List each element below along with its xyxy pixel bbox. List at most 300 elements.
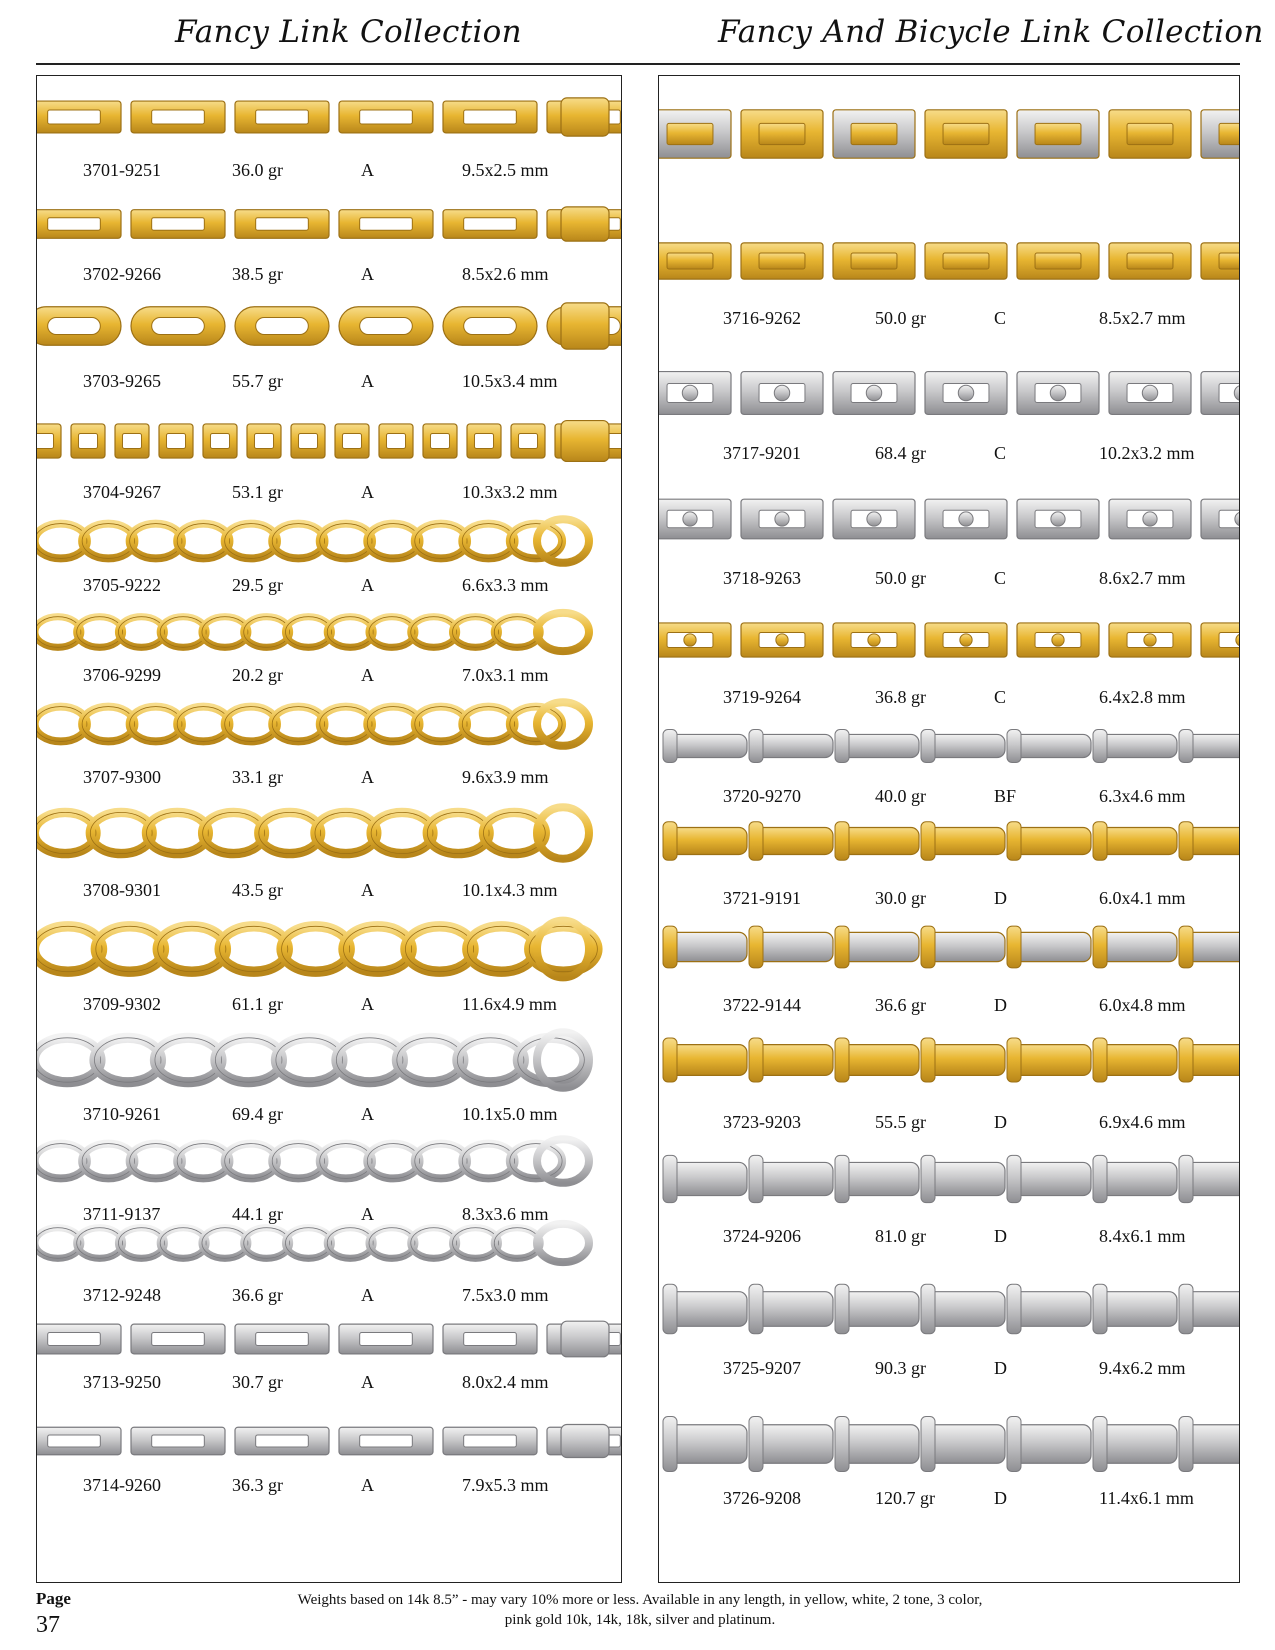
- item-sku: 3716-9262: [723, 308, 801, 328]
- screw-icon: [959, 512, 973, 526]
- chain-link: [927, 828, 1005, 855]
- item-size: 8.3x3.6 mm: [462, 1204, 549, 1224]
- chain-link-opening: [152, 1435, 205, 1447]
- chain-svg: [37, 794, 621, 872]
- item-quality: A: [361, 767, 374, 787]
- chain-svg: [659, 1264, 1239, 1354]
- chain-roller: [663, 1038, 677, 1082]
- item-size: 8.0x2.4 mm: [462, 1372, 549, 1392]
- chain-image: [659, 806, 1239, 876]
- chain-link: [1099, 1292, 1177, 1327]
- item-quality: BF: [994, 786, 1017, 806]
- item-size: 6.0x4.8 mm: [1099, 995, 1186, 1015]
- chain-link: [1013, 828, 1091, 855]
- item-quality: A: [361, 1285, 374, 1305]
- item-weight: 29.5 gr: [232, 575, 283, 595]
- chain-svg: [37, 1416, 621, 1466]
- chain-link-opening: [37, 433, 54, 448]
- chain-link: [1013, 734, 1091, 757]
- chain-link-opening: [1035, 253, 1081, 269]
- chain-roller: [835, 1155, 849, 1202]
- item-size: 8.5x2.7 mm: [1099, 308, 1186, 328]
- chain-link-opening: [256, 1435, 309, 1447]
- item-size: 6.0x4.1 mm: [1099, 888, 1186, 908]
- item-weight: 50.0 gr: [875, 568, 926, 588]
- chain-link-opening: [430, 433, 449, 448]
- chain-roller: [663, 1155, 677, 1202]
- item-size: 10.3x3.2 mm: [462, 482, 558, 502]
- screw-icon: [1143, 512, 1157, 526]
- left-catalog-panel: [36, 75, 622, 1583]
- chain-link: [1099, 734, 1177, 757]
- chain-link: [669, 932, 747, 961]
- chain-link: [1013, 1045, 1091, 1076]
- item-quality: A: [361, 994, 374, 1014]
- chain-image: [659, 90, 1239, 178]
- chain-roller: [835, 1038, 849, 1082]
- chain-link-opening: [667, 123, 713, 144]
- chain-image: [659, 483, 1239, 555]
- chain-link-opening: [464, 1332, 517, 1345]
- chain-roller: [1007, 822, 1021, 861]
- chain-link: [841, 1045, 919, 1076]
- chain-link-opening: [48, 1435, 101, 1447]
- chain-roller: [749, 1038, 763, 1082]
- chain-link-opening: [48, 110, 101, 124]
- item-size: 8.5x2.6 mm: [462, 264, 549, 284]
- chain-link-opening: [943, 253, 989, 269]
- chain-svg: [659, 354, 1239, 432]
- chain-roller: [921, 1417, 935, 1472]
- chain-roller: [1007, 1417, 1021, 1472]
- chain-image: [37, 1312, 621, 1366]
- chain-link: [755, 1292, 833, 1327]
- item-weight: 36.6 gr: [875, 995, 926, 1015]
- item-size: 10.1x5.0 mm: [462, 1104, 558, 1124]
- chain-roller: [749, 1155, 763, 1202]
- item-weight: 40.0 gr: [875, 786, 926, 806]
- chain-link: [927, 1292, 1005, 1327]
- chain-link-opening: [518, 433, 537, 448]
- item-quality: A: [361, 264, 374, 284]
- item-size: 11.6x4.9 mm: [462, 994, 557, 1014]
- screw-icon: [1142, 385, 1157, 400]
- item-quality: D: [994, 1358, 1007, 1378]
- chain-clasp: [561, 207, 609, 241]
- item-sku: 3713-9250: [83, 1372, 161, 1392]
- item-size: 6.3x4.6 mm: [1099, 786, 1186, 806]
- item-weight: 68.4 gr: [875, 443, 926, 463]
- chain-link: [755, 734, 833, 757]
- chain-link-opening: [360, 110, 413, 124]
- chain-link-opening: [464, 1435, 517, 1447]
- chain-link: [841, 828, 919, 855]
- item-sku: 3724-9206: [723, 1226, 801, 1246]
- item-sku: 3718-9263: [723, 568, 801, 588]
- chain-roller: [1093, 822, 1107, 861]
- chain-link: [841, 932, 919, 961]
- chain-link-opening: [48, 1332, 101, 1345]
- chain-link-opening: [464, 218, 517, 231]
- chain-roller: [1007, 1284, 1021, 1334]
- chain-image: [37, 794, 621, 872]
- item-weight: 43.5 gr: [232, 880, 283, 900]
- item-size: 10.1x4.3 mm: [462, 880, 558, 900]
- chain-roller: [1179, 822, 1193, 861]
- item-size: 6.9x4.6 mm: [1099, 1112, 1186, 1132]
- chain-link-opening: [122, 433, 141, 448]
- chain-image: [37, 1018, 621, 1102]
- screw-icon: [682, 385, 697, 400]
- item-quality: A: [361, 371, 374, 391]
- chain-link: [927, 932, 1005, 961]
- chain-image: [37, 1128, 621, 1194]
- chain-roller: [749, 1417, 763, 1472]
- chain-link-opening: [78, 433, 97, 448]
- chain-link: [755, 1162, 833, 1195]
- right-collection-title: Fancy And Bicycle Link Collection: [718, 14, 1264, 50]
- chain-link-opening: [256, 218, 309, 231]
- chain-roller: [835, 730, 849, 763]
- item-sku: 3709-9302: [83, 994, 161, 1014]
- chain-link-opening: [152, 110, 205, 124]
- chain-link-opening: [464, 110, 517, 124]
- chain-svg: [659, 483, 1239, 555]
- item-quality: D: [994, 1112, 1007, 1132]
- item-weight: 33.1 gr: [232, 767, 283, 787]
- item-size: 6.6x3.3 mm: [462, 575, 549, 595]
- chain-image: [37, 291, 621, 361]
- item-quality: A: [361, 160, 374, 180]
- chain-svg: [37, 198, 621, 250]
- item-size: 11.4x6.1 mm: [1099, 1488, 1194, 1508]
- item-quality: A: [361, 880, 374, 900]
- chain-link-opening: [152, 218, 205, 231]
- chain-link-opening: [759, 253, 805, 269]
- chain-link-opening: [386, 433, 405, 448]
- item-weight: 81.0 gr: [875, 1226, 926, 1246]
- chain-link: [669, 828, 747, 855]
- chain-link-opening: [759, 123, 805, 144]
- item-quality: C: [994, 443, 1007, 463]
- screw-icon: [1144, 634, 1156, 646]
- screw-icon: [1050, 385, 1065, 400]
- left-collection-title: Fancy Link Collection: [175, 14, 522, 50]
- chain-link-opening: [166, 433, 185, 448]
- chain-image: [37, 1416, 621, 1466]
- screw-icon: [775, 512, 789, 526]
- chain-svg: [37, 603, 621, 661]
- chain-svg: [659, 228, 1239, 294]
- chain-svg: [659, 909, 1239, 985]
- chain-link: [1099, 828, 1177, 855]
- item-sku: 3721-9191: [723, 888, 801, 908]
- chain-image: [37, 508, 621, 574]
- item-sku: 3726-9208: [723, 1488, 801, 1508]
- item-weight: 120.7 gr: [875, 1488, 935, 1508]
- item-size: 7.9x5.3 mm: [462, 1475, 549, 1495]
- item-weight: 44.1 gr: [232, 1204, 283, 1224]
- item-quality: A: [361, 482, 374, 502]
- chain-roller: [1093, 1284, 1107, 1334]
- item-quality: D: [994, 1226, 1007, 1246]
- item-sku: 3711-9137: [83, 1204, 161, 1224]
- chain-svg: [659, 1136, 1239, 1222]
- chain-link: [1099, 1162, 1177, 1195]
- item-quality: A: [361, 1372, 374, 1392]
- item-quality: A: [361, 1475, 374, 1495]
- chain-image: [659, 716, 1239, 776]
- item-sku: 3714-9260: [83, 1475, 161, 1495]
- chain-link-opening: [360, 1332, 413, 1345]
- item-weight: 55.5 gr: [875, 1112, 926, 1132]
- chain-clasp: [561, 421, 609, 462]
- item-quality: A: [361, 1104, 374, 1124]
- header-rule: [36, 63, 1240, 65]
- screw-icon: [1052, 634, 1064, 646]
- chain-link-opening: [360, 1435, 413, 1447]
- item-sku: 3702-9266: [83, 264, 161, 284]
- chain-svg: [659, 1020, 1239, 1100]
- chain-roller: [749, 822, 763, 861]
- chain-svg: [659, 609, 1239, 671]
- item-quality: A: [361, 665, 374, 685]
- item-size: 6.4x2.8 mm: [1099, 687, 1186, 707]
- item-sku: 3719-9264: [723, 687, 801, 707]
- chain-roller: [1179, 926, 1193, 968]
- chain-svg: [37, 1214, 621, 1272]
- chain-svg: [37, 906, 621, 992]
- item-weight: 36.6 gr: [232, 1285, 283, 1305]
- chain-link-opening: [360, 318, 413, 335]
- chain-clasp: [561, 1425, 609, 1458]
- chain-roller: [835, 1284, 849, 1334]
- item-sku: 3705-9222: [83, 575, 161, 595]
- chain-link: [669, 734, 747, 757]
- chain-image: [37, 906, 621, 992]
- screw-icon: [868, 634, 880, 646]
- chain-roller: [921, 1155, 935, 1202]
- item-weight: 50.0 gr: [875, 308, 926, 328]
- chain-image: [659, 609, 1239, 671]
- chain-link-opening: [1127, 253, 1173, 269]
- screw-icon: [960, 634, 972, 646]
- chain-link-opening: [48, 318, 101, 335]
- chain-svg: [37, 508, 621, 574]
- chain-link: [1099, 932, 1177, 961]
- item-weight: 90.3 gr: [875, 1358, 926, 1378]
- item-quality: C: [994, 687, 1007, 707]
- chain-link: [927, 1162, 1005, 1195]
- screw-icon: [683, 512, 697, 526]
- chain-link: [755, 1425, 833, 1464]
- chain-link: [669, 1162, 747, 1195]
- chain-link: [1099, 1045, 1177, 1076]
- item-weight: 30.0 gr: [875, 888, 926, 908]
- item-size: 8.4x6.1 mm: [1099, 1226, 1186, 1246]
- chain-link-opening: [48, 218, 101, 231]
- item-weight: 55.7 gr: [232, 371, 283, 391]
- item-size: 9.5x2.5 mm: [462, 160, 549, 180]
- item-sku: 3725-9207: [723, 1358, 801, 1378]
- chain-svg: [37, 410, 621, 472]
- chain-svg: [659, 90, 1239, 178]
- chain-roller: [1179, 1284, 1193, 1334]
- chain-roller: [663, 1284, 677, 1334]
- chain-link: [927, 734, 1005, 757]
- chain-image: [37, 88, 621, 146]
- item-size: 9.4x6.2 mm: [1099, 1358, 1186, 1378]
- screw-icon: [867, 512, 881, 526]
- item-quality: D: [994, 1488, 1007, 1508]
- chain-link-opening: [474, 433, 493, 448]
- chain-link: [755, 828, 833, 855]
- chain-svg: [37, 1018, 621, 1102]
- chain-link-opening: [1127, 123, 1173, 144]
- chain-link-opening: [667, 253, 713, 269]
- item-weight: 38.5 gr: [232, 264, 283, 284]
- chain-clasp: [561, 1321, 609, 1357]
- chain-roller: [749, 1284, 763, 1334]
- chain-roller: [1179, 730, 1193, 763]
- chain-link-opening: [256, 1332, 309, 1345]
- chain-link-opening: [360, 218, 413, 231]
- chain-roller: [1179, 1417, 1193, 1472]
- chain-link-opening: [254, 433, 273, 448]
- item-weight: 36.0 gr: [232, 160, 283, 180]
- item-sku: 3703-9265: [83, 371, 161, 391]
- chain-roller: [1007, 1038, 1021, 1082]
- chain-image: [659, 228, 1239, 294]
- item-weight: 30.7 gr: [232, 1372, 283, 1392]
- chain-image: [37, 410, 621, 472]
- chain-roller: [663, 1417, 677, 1472]
- chain-link-opening: [464, 318, 517, 335]
- chain-link: [1013, 932, 1091, 961]
- chain-link-opening: [851, 253, 897, 269]
- chain-link-opening: [851, 123, 897, 144]
- chain-svg: [659, 716, 1239, 776]
- chain-image: [37, 1214, 621, 1272]
- item-quality: D: [994, 888, 1007, 908]
- chain-svg: [659, 1394, 1239, 1494]
- chain-svg: [37, 291, 621, 361]
- chain-image: [37, 603, 621, 661]
- chain-roller: [1179, 1155, 1193, 1202]
- chain-link: [1013, 1162, 1091, 1195]
- item-sku: 3723-9203: [723, 1112, 801, 1132]
- item-weight: 53.1 gr: [232, 482, 283, 502]
- chain-link-opening: [210, 433, 229, 448]
- item-sku: 3717-9201: [723, 443, 801, 463]
- item-weight: 61.1 gr: [232, 994, 283, 1014]
- chain-roller: [1093, 1038, 1107, 1082]
- item-weight: 36.8 gr: [875, 687, 926, 707]
- chain-link: [755, 1045, 833, 1076]
- item-size: 8.6x2.7 mm: [1099, 568, 1186, 588]
- chain-link: [841, 1292, 919, 1327]
- item-quality: A: [361, 1204, 374, 1224]
- chain-link-opening: [256, 318, 309, 335]
- item-sku: 3704-9267: [83, 482, 161, 502]
- item-size: 7.0x3.1 mm: [462, 665, 549, 685]
- right-catalog-panel: [658, 75, 1240, 1583]
- item-weight: 69.4 gr: [232, 1104, 283, 1124]
- screw-icon: [958, 385, 973, 400]
- chain-link: [927, 1045, 1005, 1076]
- chain-svg: [659, 806, 1239, 876]
- chain-link-opening: [152, 1332, 205, 1345]
- chain-roller: [921, 926, 935, 968]
- chain-link: [1013, 1425, 1091, 1464]
- chain-link-opening: [943, 123, 989, 144]
- chain-roller: [1093, 1155, 1107, 1202]
- page-number: 37: [36, 1612, 60, 1638]
- chain-image: [37, 691, 621, 757]
- chain-link: [669, 1292, 747, 1327]
- item-size: 10.5x3.4 mm: [462, 371, 558, 391]
- item-weight: 20.2 gr: [232, 665, 283, 685]
- chain-svg: [37, 1128, 621, 1194]
- chain-roller: [663, 926, 677, 968]
- item-size: 9.6x3.9 mm: [462, 767, 549, 787]
- chain-link-opening: [298, 433, 317, 448]
- chain-link: [841, 1162, 919, 1195]
- chain-svg: [37, 88, 621, 146]
- chain-link-opening: [152, 318, 205, 335]
- chain-image: [659, 1020, 1239, 1100]
- item-sku: 3706-9299: [83, 665, 161, 685]
- item-sku: 3712-9248: [83, 1285, 161, 1305]
- item-sku: 3707-9300: [83, 767, 161, 787]
- chain-svg: [37, 691, 621, 757]
- item-quality: C: [994, 568, 1007, 588]
- chain-roller: [1179, 1038, 1193, 1082]
- item-sku: 3710-9261: [83, 1104, 161, 1124]
- chain-roller: [921, 1038, 935, 1082]
- chain-roller: [835, 822, 849, 861]
- chain-roller: [921, 730, 935, 763]
- chain-link: [669, 1045, 747, 1076]
- chain-link: [669, 1425, 747, 1464]
- chain-image: [37, 198, 621, 250]
- screw-icon: [866, 385, 881, 400]
- chain-link-opening: [342, 433, 361, 448]
- chain-link-opening: [1035, 123, 1081, 144]
- chain-link: [1013, 1292, 1091, 1327]
- chain-roller: [921, 822, 935, 861]
- chain-image: [659, 1394, 1239, 1494]
- chain-image: [659, 1136, 1239, 1222]
- screw-icon: [774, 385, 789, 400]
- chain-roller: [1007, 1155, 1021, 1202]
- chain-roller: [835, 926, 849, 968]
- item-sku: 3708-9301: [83, 880, 161, 900]
- chain-roller: [749, 730, 763, 763]
- chain-roller: [1093, 1417, 1107, 1472]
- chain-roller: [1007, 730, 1021, 763]
- item-weight: 36.3 gr: [232, 1475, 283, 1495]
- chain-roller: [835, 1417, 849, 1472]
- chain-clasp: [561, 303, 609, 349]
- chain-roller: [1007, 926, 1021, 968]
- footer-note: [210, 1590, 1070, 1630]
- item-sku: 3722-9144: [723, 995, 801, 1015]
- chain-roller: [749, 926, 763, 968]
- chain-link: [841, 1425, 919, 1464]
- chain-clasp: [561, 98, 609, 136]
- screw-icon: [684, 634, 696, 646]
